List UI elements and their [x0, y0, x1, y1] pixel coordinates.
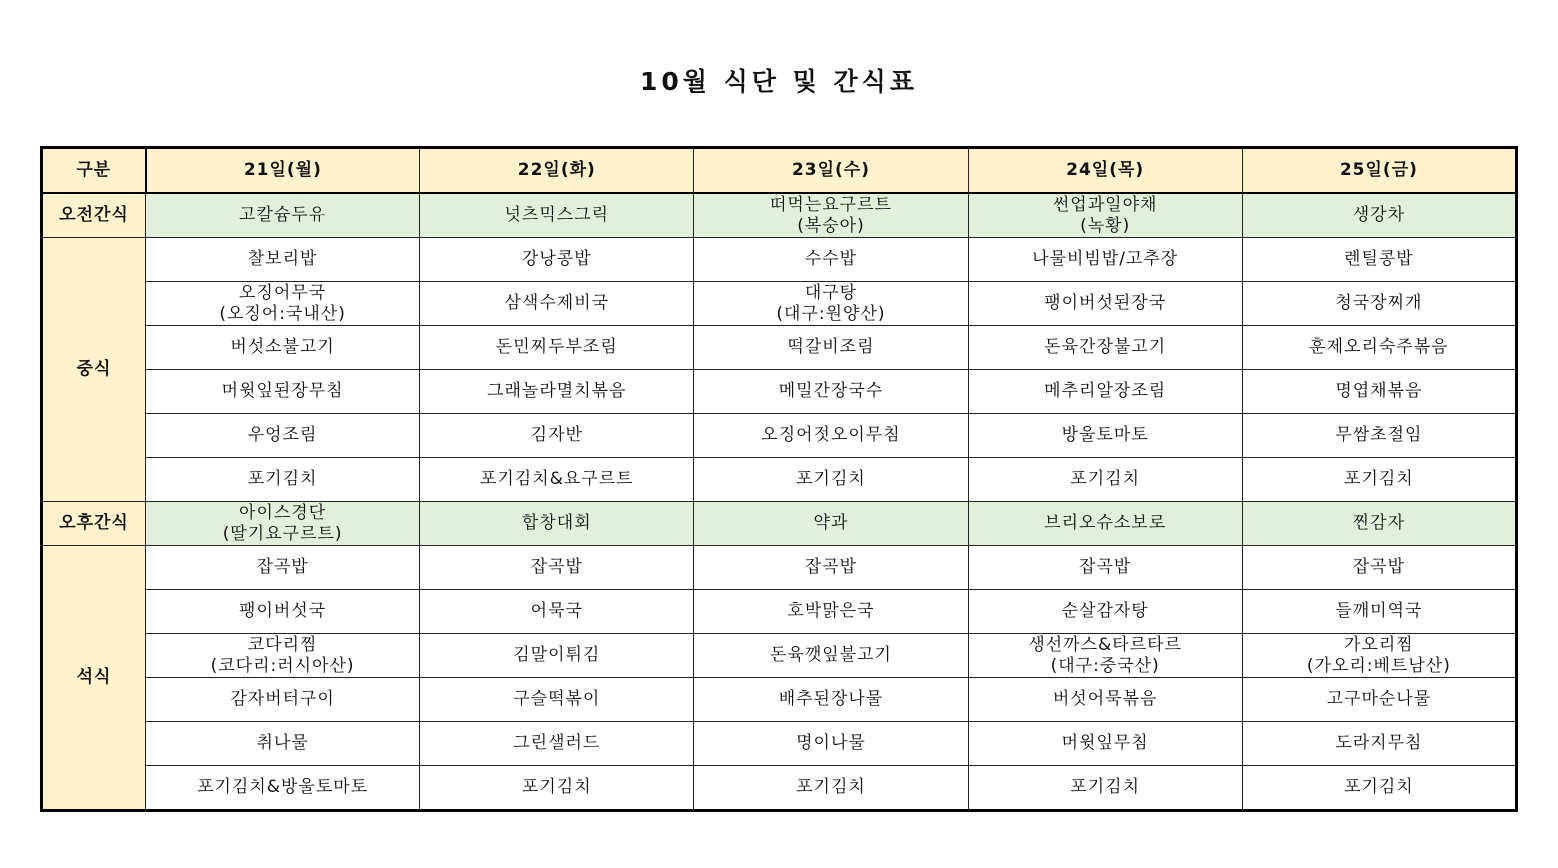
menu-cell	[1242, 370, 1516, 414]
menu-cell	[1242, 722, 1516, 766]
menu-cell	[968, 282, 1242, 326]
menu-cell	[420, 370, 694, 414]
menu-item-text: 가오리찜	[1344, 634, 1414, 655]
menu-cell	[968, 634, 1242, 678]
morning-snack-label: 오전간식	[42, 193, 146, 238]
menu-item-text: 포기김치	[247, 469, 318, 489]
menu-item-text: 메추리알장조림	[1044, 381, 1167, 401]
dinner-label: 석식	[42, 546, 146, 811]
menu-cell	[968, 546, 1242, 590]
menu-cell	[968, 722, 1242, 766]
menu-item-text: 잡곡밥	[530, 557, 583, 577]
menu-cell	[420, 546, 694, 590]
lunch-row	[42, 370, 1517, 414]
menu-item-text: 도라지무침	[1335, 733, 1423, 753]
snack-cell	[420, 193, 694, 238]
menu-item-text: 아이스경단	[239, 502, 327, 523]
menu-item-text: 돈민찌두부조림	[495, 337, 618, 357]
menu-item-text: 김자반	[530, 425, 583, 445]
snack-cell	[968, 193, 1242, 238]
snack-cell	[1242, 193, 1516, 238]
menu-cell	[694, 238, 968, 282]
menu-item-text: 삼색수제비국	[504, 293, 610, 313]
menu-cell	[420, 414, 694, 458]
menu-item-text: 코다리찜	[247, 634, 318, 655]
menu-item-text: 머윗잎된장무침	[221, 381, 344, 401]
menu-cell	[1242, 678, 1516, 722]
menu-item-text: 포기김치	[1344, 777, 1414, 797]
page-title: 10월 식단 및 간식표	[640, 67, 918, 96]
menu-cell	[1242, 766, 1516, 811]
morning-snack-row	[42, 193, 1517, 238]
dinner-row	[42, 678, 1517, 722]
menu-cell	[694, 634, 968, 678]
menu-item-text: 고구마순나물	[1326, 689, 1432, 709]
menu-cell	[694, 414, 968, 458]
dinner-row	[42, 546, 1517, 590]
menu-item-text: 생강차	[1352, 205, 1406, 225]
menu-item-text: 팽이버섯국	[239, 601, 327, 621]
menu-item-text: 강낭콩밥	[521, 249, 592, 269]
day-header: 25일(금)	[1242, 148, 1516, 194]
menu-cell	[694, 370, 968, 414]
menu-item-text: 나물비빔밥/고추장	[1032, 249, 1179, 269]
origin-note: (가오리:베트남산)	[1306, 655, 1451, 676]
menu-item-text: 잡곡밥	[1352, 557, 1406, 577]
menu-cell	[1242, 414, 1516, 458]
menu-item-text: 잡곡밥	[256, 557, 309, 577]
menu-item-text: 순살감자탕	[1061, 601, 1149, 621]
menu-item-text: 포기김치	[796, 777, 866, 797]
snack-cell	[146, 193, 420, 238]
afternoon-snack-row	[42, 502, 1517, 546]
menu-cell	[968, 326, 1242, 370]
menu-cell	[1242, 590, 1516, 634]
menu-cell	[146, 546, 420, 590]
menu-cell	[694, 282, 968, 326]
snack-cell	[1242, 502, 1516, 546]
menu-cell	[146, 766, 420, 811]
menu-item-text: 합창대회	[521, 513, 592, 533]
menu-cell	[694, 458, 968, 502]
menu-item-text: 청국장찌개	[1335, 293, 1423, 313]
menu-item-text: 취나물	[256, 733, 309, 753]
menu-cell	[968, 414, 1242, 458]
menu-item-text: 고칼슘두유	[239, 205, 327, 225]
origin-note: (복숭아)	[797, 215, 865, 236]
snack-cell	[694, 193, 968, 238]
menu-cell	[694, 722, 968, 766]
menu-item-text: 명이나물	[796, 733, 866, 753]
menu-item-text: 포기김치	[1070, 777, 1140, 797]
menu-item-text: 우엉조림	[247, 425, 318, 445]
menu-item-text: 약과	[813, 513, 849, 533]
menu-item-text: 호박맑은국	[787, 601, 875, 621]
menu-cell	[1242, 282, 1516, 326]
origin-note: (딸기요구르트)	[222, 523, 343, 544]
menu-item-text: 떡갈비조림	[787, 337, 875, 357]
menu-item-text: 감자버터구이	[230, 689, 335, 709]
menu-cell	[694, 326, 968, 370]
menu-item-text: 대구탕	[804, 282, 858, 303]
menu-cell	[1242, 546, 1516, 590]
menu-cell	[420, 326, 694, 370]
menu-cell	[694, 678, 968, 722]
dinner-row	[42, 590, 1517, 634]
snack-cell	[968, 502, 1242, 546]
menu-cell	[146, 238, 420, 282]
menu-cell	[420, 282, 694, 326]
menu-item-text: 버섯어묵볶음	[1052, 689, 1158, 709]
menu-cell	[694, 766, 968, 811]
menu-cell	[1242, 238, 1516, 282]
meal-table	[40, 146, 1518, 812]
menu-cell	[146, 590, 420, 634]
menu-item-text: 포기김치&요구르트	[479, 469, 634, 489]
lunch-label: 중식	[42, 238, 146, 502]
menu-item-text: 방울토마토	[1061, 425, 1149, 445]
menu-cell	[420, 766, 694, 811]
day-header: 22일(화)	[420, 148, 694, 194]
snack-cell	[146, 502, 420, 546]
menu-item-text: 포기김치	[1344, 469, 1414, 489]
menu-item-text: 포기김치	[796, 469, 866, 489]
menu-cell	[420, 634, 694, 678]
menu-item-text: 오징어무국	[239, 282, 327, 303]
menu-item-text: 수수밥	[804, 249, 858, 269]
origin-note: (대구:중국산)	[1050, 655, 1160, 676]
lunch-row	[42, 458, 1517, 502]
menu-cell	[968, 766, 1242, 811]
lunch-row	[42, 282, 1517, 326]
menu-cell	[694, 546, 968, 590]
category-header: 구분	[42, 148, 146, 194]
menu-item-text: 포기김치&방울토마토	[197, 777, 369, 797]
menu-cell	[968, 590, 1242, 634]
menu-item-text: 잡곡밥	[804, 557, 858, 577]
header-row	[42, 148, 1517, 194]
snack-cell	[694, 502, 968, 546]
lunch-row	[42, 414, 1517, 458]
menu-cell	[968, 370, 1242, 414]
menu-item-text: 생선까스&타르타르	[1028, 634, 1182, 655]
day-header: 21일(월)	[146, 148, 420, 194]
menu-cell	[420, 238, 694, 282]
menu-cell	[968, 458, 1242, 502]
menu-cell	[146, 414, 420, 458]
menu-item-text: 어묵국	[530, 601, 583, 621]
menu-cell	[968, 678, 1242, 722]
menu-item-text: 돈육깻잎불고기	[769, 645, 892, 665]
origin-note: (녹황)	[1080, 215, 1131, 236]
lunch-row	[42, 238, 1517, 282]
menu-item-text: 돈육간장불고기	[1044, 337, 1167, 357]
menu-item-text: 무쌈초절임	[1335, 425, 1423, 445]
menu-item-text: 브리오슈소보로	[1044, 513, 1167, 533]
menu-item-text: 그래놀라멸치볶음	[487, 381, 627, 401]
menu-item-text: 그린샐러드	[513, 733, 601, 753]
origin-note: (오징어:국내산)	[219, 303, 346, 324]
dinner-row	[42, 634, 1517, 678]
day-header: 23일(수)	[694, 148, 968, 194]
menu-cell	[420, 722, 694, 766]
menu-cell	[1242, 326, 1516, 370]
menu-cell	[146, 282, 420, 326]
menu-item-text: 렌틸콩밥	[1344, 249, 1414, 269]
menu-cell	[968, 238, 1242, 282]
menu-item-text: 훈제오리숙주볶음	[1309, 337, 1449, 357]
menu-item-text: 넛츠믹스그릭	[504, 205, 610, 225]
menu-item-text: 오징어젓오이무침	[761, 425, 901, 445]
afternoon-snack-label: 오후간식	[42, 502, 146, 546]
menu-cell	[1242, 634, 1516, 678]
menu-cell	[146, 326, 420, 370]
menu-item-text: 떠먹는요구르트	[769, 194, 892, 215]
menu-item-text: 구슬떡볶이	[513, 689, 601, 709]
menu-item-text: 포기김치	[521, 777, 592, 797]
menu-cell	[694, 590, 968, 634]
menu-cell	[146, 722, 420, 766]
menu-cell	[146, 370, 420, 414]
menu-cell	[146, 634, 420, 678]
menu-item-text: 버섯소불고기	[230, 337, 335, 357]
dinner-row	[42, 722, 1517, 766]
menu-item-text: 찰보리밥	[247, 249, 318, 269]
menu-item-text: 들깨미역국	[1335, 601, 1423, 621]
menu-item-text: 썬업과일야채	[1052, 194, 1158, 215]
menu-cell	[420, 458, 694, 502]
menu-item-text: 명엽채볶음	[1335, 381, 1423, 401]
menu-item-text: 배추된장나물	[778, 689, 884, 709]
menu-cell	[146, 678, 420, 722]
day-header: 24일(목)	[968, 148, 1242, 194]
menu-cell	[1242, 458, 1516, 502]
menu-item-text: 팽이버섯된장국	[1044, 293, 1167, 313]
lunch-row	[42, 326, 1517, 370]
origin-note: (코다리:러시아산)	[210, 655, 355, 676]
origin-note: (대구:원양산)	[776, 303, 886, 324]
snack-cell	[420, 502, 694, 546]
menu-item-text: 김말이튀김	[513, 645, 601, 665]
menu-item-text: 메밀간장국수	[778, 381, 884, 401]
menu-cell	[420, 678, 694, 722]
menu-cell	[146, 458, 420, 502]
menu-item-text: 잡곡밥	[1079, 557, 1132, 577]
dinner-row	[42, 766, 1517, 811]
menu-cell	[420, 590, 694, 634]
menu-item-text: 찐감자	[1352, 513, 1406, 533]
menu-item-text: 포기김치	[1070, 469, 1140, 489]
menu-item-text: 머윗잎무침	[1061, 733, 1149, 753]
